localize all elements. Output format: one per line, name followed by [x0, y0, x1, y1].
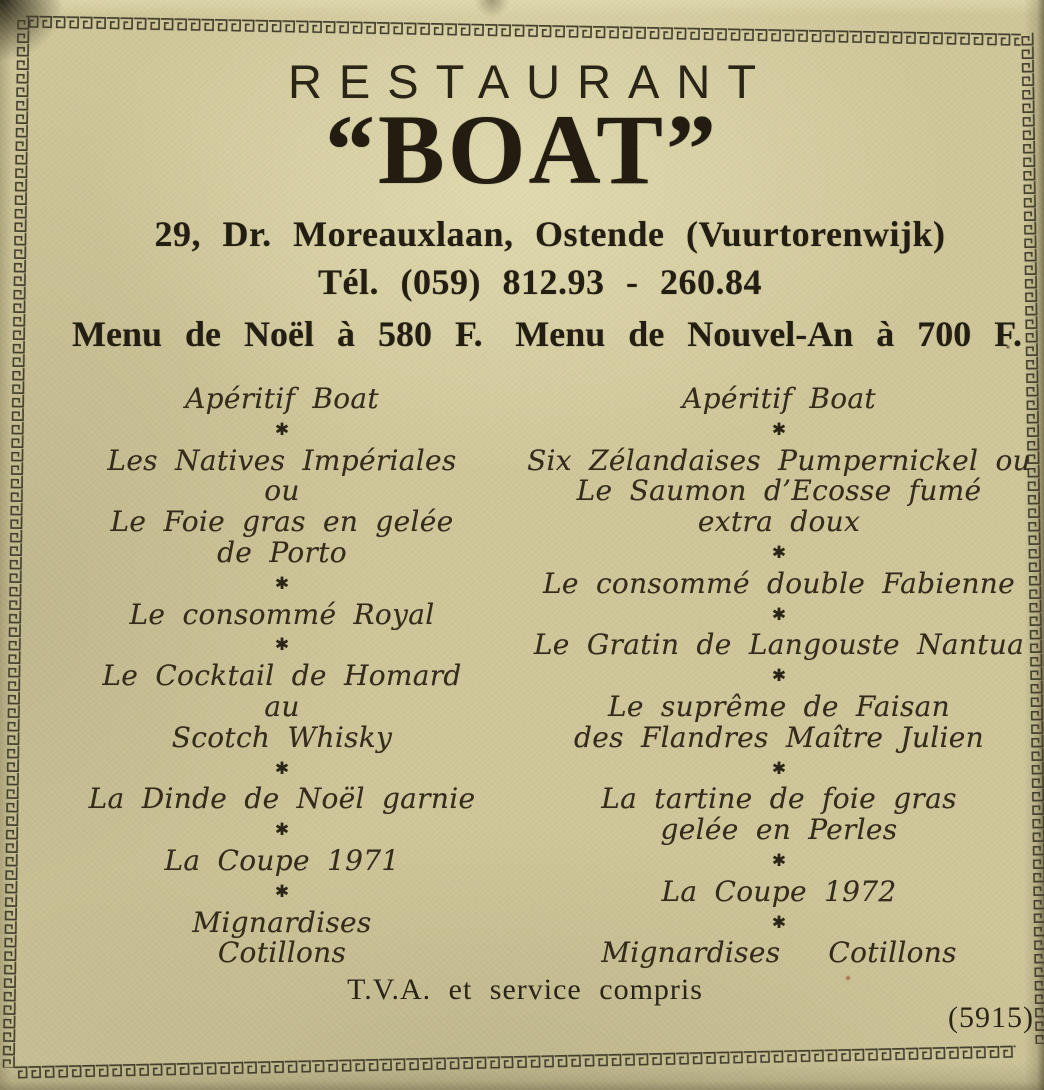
- separator-asterisk: ✱: [771, 758, 787, 779]
- menu-item: au: [264, 689, 300, 723]
- address-line: 29, Dr. Moreauxlaan, Ostende (Vuurtorenwijk): [154, 214, 946, 254]
- separator-asterisk: ✱: [274, 573, 290, 594]
- menu-item-cotillons: Cotillons: [828, 936, 957, 970]
- menu-item: La Coupe 1972: [661, 874, 897, 908]
- menu-item: [524, 938, 1034, 969]
- menu-item: Mignardises: [192, 905, 372, 939]
- separator-asterisk: ✱: [771, 419, 787, 440]
- menu-item: Le Saumon d’Ecosse fumé: [576, 474, 982, 508]
- separator-asterisk: ✱: [771, 666, 787, 687]
- menu-item: La Coupe 1971: [164, 843, 400, 877]
- christmas-menu-offer: Menu de Noël à 580 F.: [72, 314, 483, 354]
- new-year-menu-column: [524, 384, 1034, 969]
- separator-asterisk: ✱: [274, 881, 290, 902]
- menu-item: Six Zélandaises Pumpernickel ou: [527, 443, 1031, 477]
- menu-item: Apéritif Boat: [185, 382, 379, 415]
- separator-asterisk: ✱: [771, 542, 787, 563]
- separator-asterisk: ✱: [771, 850, 787, 871]
- menu-offers-line: [0, 316, 1044, 352]
- menu-item: Apéritif Boat: [682, 382, 876, 415]
- restaurant-label: RESTAURANT: [287, 55, 774, 108]
- menu-item: Le consommé double Fabienne: [542, 566, 1015, 600]
- separator-asterisk: ✱: [771, 604, 787, 625]
- menu-item: Cotillons: [217, 936, 347, 970]
- menu-item: gelée en Perles: [660, 813, 898, 847]
- separator-asterisk: ✱: [274, 419, 290, 440]
- ad-reference-number: (5915): [948, 1001, 1034, 1034]
- menu-item: Le Foie gras en gelée: [110, 505, 454, 539]
- tax-service-note: T.V.A. et service compris: [347, 973, 703, 1006]
- christmas-menu-column: [40, 384, 524, 969]
- menu-item: ou: [264, 474, 300, 508]
- menu-item: La Dinde de Noël garnie: [88, 782, 476, 816]
- menu-item: Scotch Whisky: [171, 720, 393, 754]
- separator-asterisk: ✱: [274, 635, 290, 656]
- new-year-menu-offer: Menu de Nouvel-An à 700 F.: [515, 314, 1022, 354]
- menu-item: Le Gratin de Langouste Nantua: [533, 628, 1025, 662]
- menu-item: Le consommé Royal: [129, 597, 435, 631]
- menu-item: extra doux: [697, 505, 861, 539]
- phone-line: Tél. (059) 812.93 - 260.84: [318, 262, 762, 302]
- menu-item: La tartine de foie gras: [601, 782, 957, 816]
- menu-columns: [40, 384, 1034, 969]
- separator-asterisk: ✱: [274, 820, 290, 841]
- menu-item-mignardises: Mignardises: [601, 936, 781, 970]
- menu-item: Le Cocktail de Homard: [102, 659, 462, 693]
- menu-item: de Porto: [217, 535, 347, 569]
- restaurant-name: “BOAT”: [325, 94, 719, 205]
- menu-item: des Flandres Maître Julien: [573, 720, 985, 754]
- menu-item: Le suprême de Faisan: [607, 689, 951, 723]
- menu-item: Les Natives Impériales: [107, 443, 457, 477]
- separator-asterisk: ✱: [274, 758, 290, 779]
- separator-asterisk: ✱: [771, 912, 787, 933]
